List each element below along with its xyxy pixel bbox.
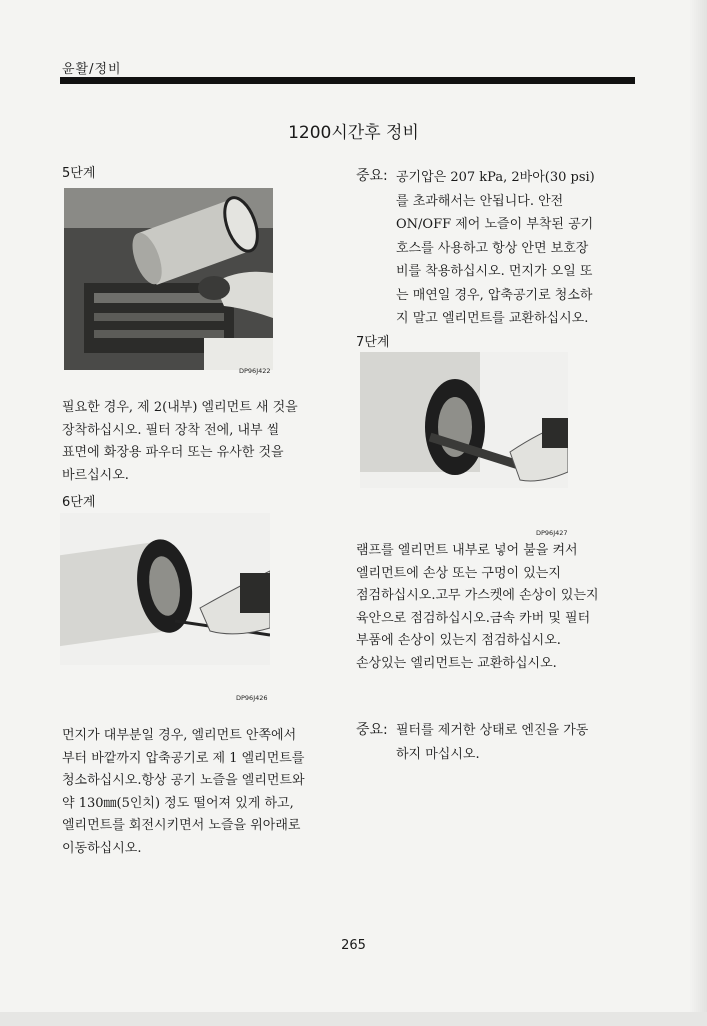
page-title: 1200시간후 정비 [288,123,419,143]
page-number: 265 [341,938,366,953]
header-rule [60,77,635,84]
step-5-label: 5단계 [62,166,96,181]
photo-code-7: DP96J427 [536,529,568,537]
engine-air-filter-illustration [64,188,273,370]
filter-cleaning-photo [60,513,270,665]
photo-code-5: DP96J422 [239,367,271,375]
scan-edge-bottom [0,1012,707,1026]
important-label-2: 중요: [356,722,388,738]
step-5-text: 필요한 경우, 제 2(내부) 엘리먼트 새 것을 장착하십시오. 필터 장착 전에, 내부 씰 표면에 화장용 파우더 또는 유사한 것을 바르십시오. [62,400,298,483]
filter-inspection-illustration [360,352,568,488]
step-6-text: 먼지가 대부분일 경우, 엘리먼트 안쪽에서 부터 바깥까지 압축공기로 제 1 엘리먼트를 청소하십시오.항상 공기 노즐을 엘리먼트와 약 130㎜(5인치) 정도 떨어져 있게 하고, 엘리먼트를 회전시키면서 노즐을 위아래로 이동하십시오. [62,728,305,856]
filter-inspection-photo [360,352,568,488]
scan-edge-right [689,0,707,1026]
important-text-2: 필터를 제거한 상태로 엔진을 가동 하지 마십시오. [396,723,589,762]
step-7-text: 램프를 엘리먼트 내부로 넣어 불을 켜서 엘리먼트에 손상 또는 구멍이 있는지 점검하십시오.고무 가스켓에 손상이 있는지 육안으로 점검하십시오.금속 카버 및 필터 부품에 손상이 있는지 점검하십시오. 손상있는 엘리먼트는 교환하십시오. [356,543,599,671]
step-6-label: 6단계 [62,495,96,510]
photo-code-6: DP96J426 [236,694,268,702]
section-header: 윤활/정비 [62,62,122,77]
engine-air-filter-photo [64,188,273,370]
important-text-1: 공기압은 207 kPa, 2바아(30 psi) 를 초과해서는 안됩니다. 안전 ON/OFF 제어 노즐이 부착된 공기 호스를 사용하고 항상 안면 보호장 비를 착용하십시오. 먼지가 오일 또 는 매연일 경우, 압축공기로 청소하 지 말고 엘리먼트를 교환하십시오. [396,170,595,326]
step-7-label: 7단계 [356,335,390,350]
filter-cleaning-illustration [60,513,270,665]
important-label-1: 중요: [356,168,388,184]
